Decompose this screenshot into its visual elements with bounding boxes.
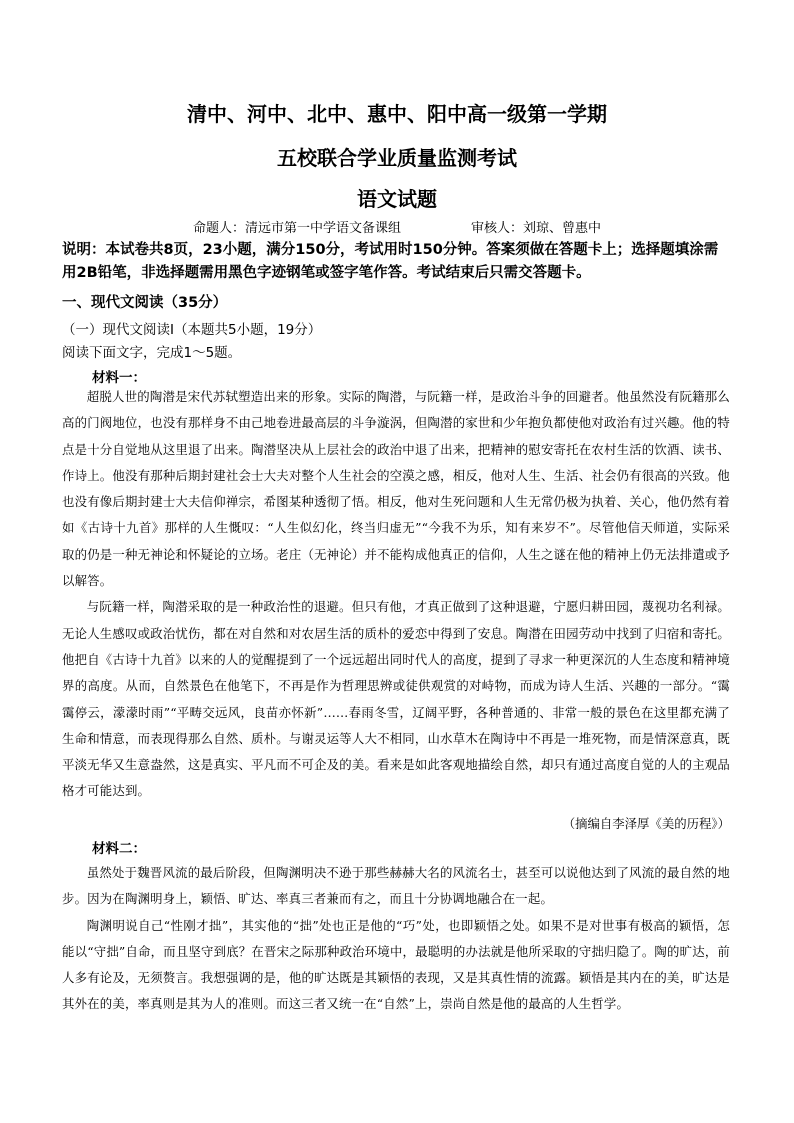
material1-paragraph: 与阮籍一样，陶潜采取的是一种政治性的退避。但只有他，才真正做到了这种退避，宁愿归耕田园，蔑视功名利禄。无论人生感叹或政治忧伤，都在对自然和对农居生活的质朴的爱恋中得到了安息。陶潜在田园劳动中找到了归宿和寄托。他把自《古诗十九首》以来的人的觉醒提到了一个远远超出同时代人的高度，提到了寻求一种更深沉的人生态度和精神境界的高度。从而，自然景色在他笔下，不再是作为哲理思辨或徒供观赏的对峙物，而成为诗人生活、兴趣的一部分。“霭霭停云，濛濛时雨”“平畴交远风，良苗亦怀新”……春雨冬雪，辽阔平野，各种普通的、非常一般的景色在这里都充满了生命和情意，而表现得那么自然、质朴。与谢灵运等人大不相同，山水草木在陶诗中不再是一堆死物，而是情深意真，既平淡无华又生意盎然，这是真实、平凡而不可企及的美。看来是如此客观地描绘自然，却只有通过高度自觉的人的主观品格才可能达到。 bbox=[62, 599, 730, 799]
instructions: 说明：本试卷共8页，23小题，满分150分，考试用时150分钟。答案须做在答题卡上；选择题填涂需用2B铅笔，非选择题需用黑色字迹钢笔或签字笔作答。考试结束后只需交答题卡。 bbox=[62, 242, 719, 281]
setters-line bbox=[0, 217, 794, 236]
reviewer-text: 审核人：刘琼、曾惠中 bbox=[471, 221, 602, 236]
title-exam: 五校联合学业质量监测考试 bbox=[277, 146, 517, 170]
material1-label: 材料一： bbox=[92, 370, 146, 386]
material1-body bbox=[62, 384, 730, 805]
setter-text: 命题人：清远市第一中学语文备课组 bbox=[192, 221, 401, 236]
material1-paragraph: 超脱人世的陶潜是宋代苏轼塑造出来的形象。实际的陶潜，与阮籍一样，是政治斗争的回避者。他虽然没有阮籍那么高的门阀地位，也没有那样身不由己地卷进最高层的斗争漩涡，但陶潜的家世和少年抱负都使他对政治有过兴趣。他的特点是十分自觉地从这里退了出来。陶潜坚决从上层社会的政治中退了出来，把精神的慰安寄托在农村生活的饮酒、读书、作诗上。他没有那种后期封建社会士大夫对整个人生社会的空漠之感，相反，他对人生、生活、社会仍有很高的兴致。他也没有像后期封建士大夫信仰禅宗，希图某种透彻了悟。相反，他对生死问题和人生无常仍极为执着、关心，他仍然有着如《古诗十九首》那样的人生慨叹：“人生似幻化，终当归虚无”“今我不为乐，知有来岁不”。尽管他信天师道，实际采取的仍是一种无神论和怀疑论的立场。老庄（无神论）并不能构成他真正的信仰，人生之谜在他的精神上仍无法排遣或予以解答。 bbox=[62, 389, 730, 589]
title-subject: 语文试题 bbox=[357, 187, 437, 211]
material1-source: （摘编自李泽厚《美的历程》） bbox=[562, 816, 730, 831]
material2-paragraph: 陶渊明说自己“性刚才拙”，其实他的“拙”处也正是他的“巧”处，也即颖悟之处。如果不是对世事有极高的颖悟，怎能以“守拙”自命，而且坚守到底？在晋宋之际那种政治环境中，最聪明的办法就是他所采取的守拙归隐了。陶的旷达，前人多有论及，无须赘言。我想强调的是，他的旷达既是其颖悟的表现，又是其真性情的流露。颖悟是其内在的美，旷达是其外在的美，率真则是其为人的准则。而这三者又统一在“自然”上，崇尚自然是他的最高的人生哲学。 bbox=[62, 917, 730, 1012]
title-schools: 清中、河中、北中、惠中、阳中高一级第一学期 bbox=[187, 102, 607, 126]
material2-body bbox=[62, 860, 730, 1018]
section-directions: 阅读下面文字，完成1～5题。 bbox=[62, 345, 242, 361]
section-heading: 一、现代文阅读（35分） bbox=[62, 295, 228, 311]
section-subheading: （一）现代文阅读Ⅰ（本题共5小题，19分） bbox=[62, 322, 322, 338]
material2-paragraph: 虽然处于魏晋风流的最后阶段，但陶渊明决不逊于那些赫赫大名的风流名士，甚至可以说他达到了风流的最自然的地步。因为在陶渊明身上，颖悟、旷达、率真三者兼而有之，而且十分协调地融合在一起。 bbox=[62, 865, 730, 907]
material2-label: 材料二： bbox=[92, 841, 146, 857]
